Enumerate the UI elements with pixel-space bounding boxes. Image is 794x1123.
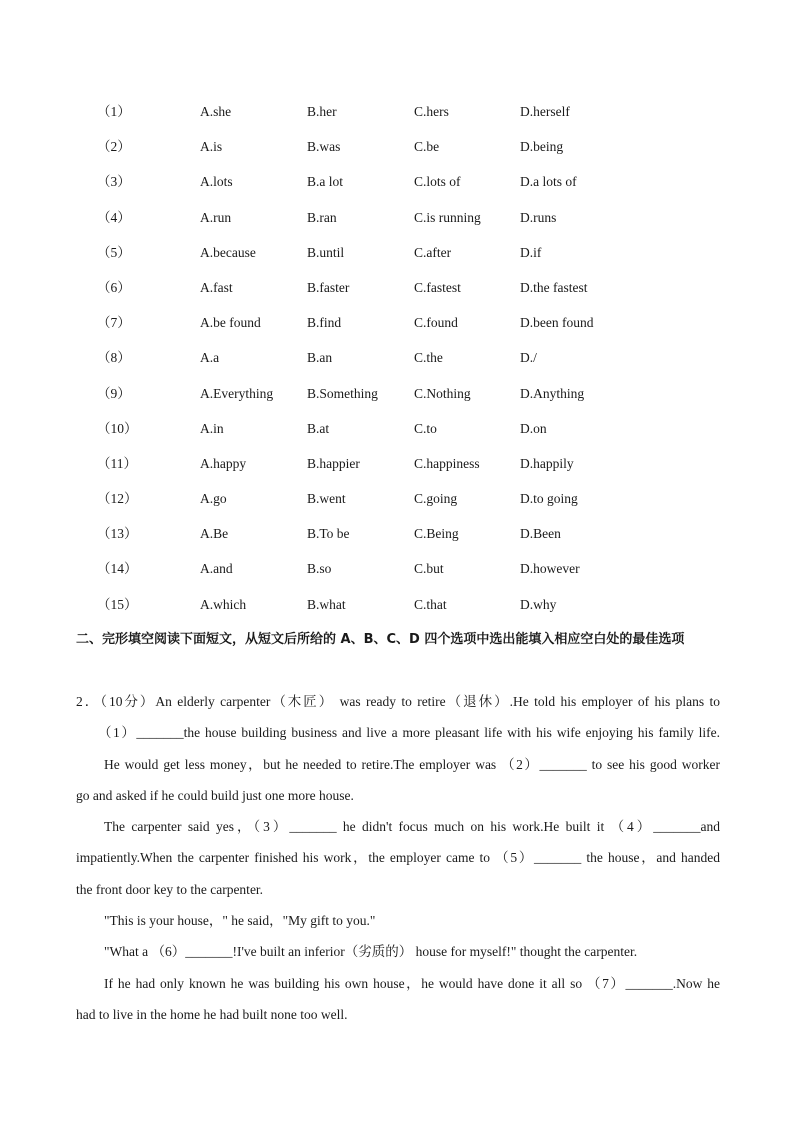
option-d: D.however [520,561,580,577]
passage-line: "What a （6）_______!I've built an inferior（劣质的） house for myself!" thought the carpenter. [104,944,638,960]
option-a: A.which [200,596,247,612]
question-number: （12） [97,491,138,507]
option-b: B.an [307,350,333,366]
option-b: B.what [307,596,346,612]
option-b: B.went [307,491,346,507]
passage-line: If he had only known he was building his own house，he would have done it all so （7）_______.Now he [104,975,720,991]
option-row [0,483,794,518]
option-row [0,518,794,553]
option-a: A.lots [200,174,233,190]
option-row [0,342,794,377]
option-d: D.a lots of [520,174,577,190]
option-b: B.faster [307,279,350,295]
option-row [0,589,794,624]
option-row [0,131,794,166]
passage-line: the front door key to the carpenter. [76,881,264,897]
option-b: B.at [307,420,330,436]
question-number: （6） [97,279,131,295]
option-b: B.Something [307,385,378,401]
option-d: D.the fastest [520,279,588,295]
option-d: D.why [520,596,557,612]
passage-line: 2．（10分）An elderly carpenter（木匠） was ready to retire（退休）.He told his employer of his plans to [76,694,720,709]
option-c: C.that [414,596,447,612]
option-b: B.ran [307,209,337,225]
option-row [0,553,794,588]
options-table [0,96,794,624]
option-c: C.lots of [414,174,461,190]
option-row [0,307,794,342]
option-c: C.happiness [414,455,480,471]
option-b: B.so [307,561,332,577]
option-c: C.hers [414,104,449,119]
option-a: A.because [200,244,256,260]
option-a: A.go [200,491,227,507]
passage-line: had to live in the home he had built none too well. [76,1006,348,1022]
option-row [0,202,794,237]
option-b: B.a lot [307,174,343,190]
option-c: C.Being [414,526,459,542]
question-number: （11） [97,455,137,471]
question-number: （3） [97,174,131,190]
option-d: D.Been [520,526,561,542]
passage-line: go and asked if he could build just one more house. [76,787,354,803]
option-c: C.to [414,420,437,436]
option-b: B.was [307,139,341,155]
question-number: （2） [97,139,131,155]
option-d: D.runs [520,209,557,225]
option-c: C.fastest [414,279,461,295]
option-c: C.Nothing [414,385,471,401]
option-row [0,96,794,131]
option-d: D.to going [520,491,578,507]
question-number: （7） [97,315,131,331]
option-a: A.is [200,139,223,155]
question-number: （8） [97,350,131,366]
option-a: A.fast [200,279,233,295]
option-d: D.if [520,244,542,260]
option-d: D.happily [520,455,574,471]
question-number: （4） [97,209,131,225]
option-a: A.and [200,561,233,577]
option-c: C.after [414,244,452,260]
option-d: D.Anything [520,385,585,401]
option-c: C.be [414,139,440,155]
option-a: A.in [200,420,224,436]
passage-line: impatiently.When the carpenter finished his work，the employer came to （5）_______ the house，and handed [76,850,720,866]
option-a: A.happy [200,455,247,471]
question-number: （13） [97,526,138,542]
option-a: A.a [200,350,220,366]
passage-line: The carpenter said yes，（3）_______ he didn't focus much on his work.He built it （4）_______and [104,819,720,835]
option-d: D./ [520,350,537,366]
option-c: C.found [414,315,458,331]
option-d: D.on [520,420,547,436]
option-b: B.happier [307,455,360,471]
option-b: B.find [307,315,342,331]
option-d: D.being [520,139,564,155]
section-heading: 二、完形填空阅读下面短文，从短文后所给的 A、B、C、D 四个选项中选出能填入相应空白处的最佳选项 [76,632,685,647]
passage-line: （1）_______the house building business and live a more pleasant life with his wife enjoying his family life. [98,725,720,741]
passage-line: "This is your house，" he said，"My gift to you." [104,913,376,929]
option-c: C.the [414,350,443,366]
question-number: （10） [97,420,138,436]
question-number: （15） [97,596,138,612]
question-number: （5） [97,244,131,260]
question-number: （1） [97,104,131,119]
option-row [0,448,794,483]
option-row [0,413,794,448]
option-b: B.until [307,244,345,260]
option-c: C.going [414,491,458,507]
option-c: C.is running [414,209,481,225]
option-a: A.run [200,209,232,225]
option-d: D.been found [520,315,594,331]
option-row [0,166,794,201]
option-row [0,272,794,307]
option-b: B.her [307,104,337,119]
option-a: A.Be [200,526,229,542]
option-b: B.To be [307,526,350,542]
option-row [0,378,794,413]
option-a: A.be found [200,315,261,331]
cloze-passage [76,686,720,1030]
option-d: D.herself [520,104,570,119]
option-a: A.Everything [200,385,274,401]
option-a: A.she [200,104,232,119]
passage-line: He would get less money，but he needed to retire.The employer was （2）_______ to see his good worker [104,756,720,772]
option-row [0,237,794,272]
question-number: （14） [97,561,138,577]
question-number: （9） [97,385,131,401]
option-c: C.but [414,561,444,577]
